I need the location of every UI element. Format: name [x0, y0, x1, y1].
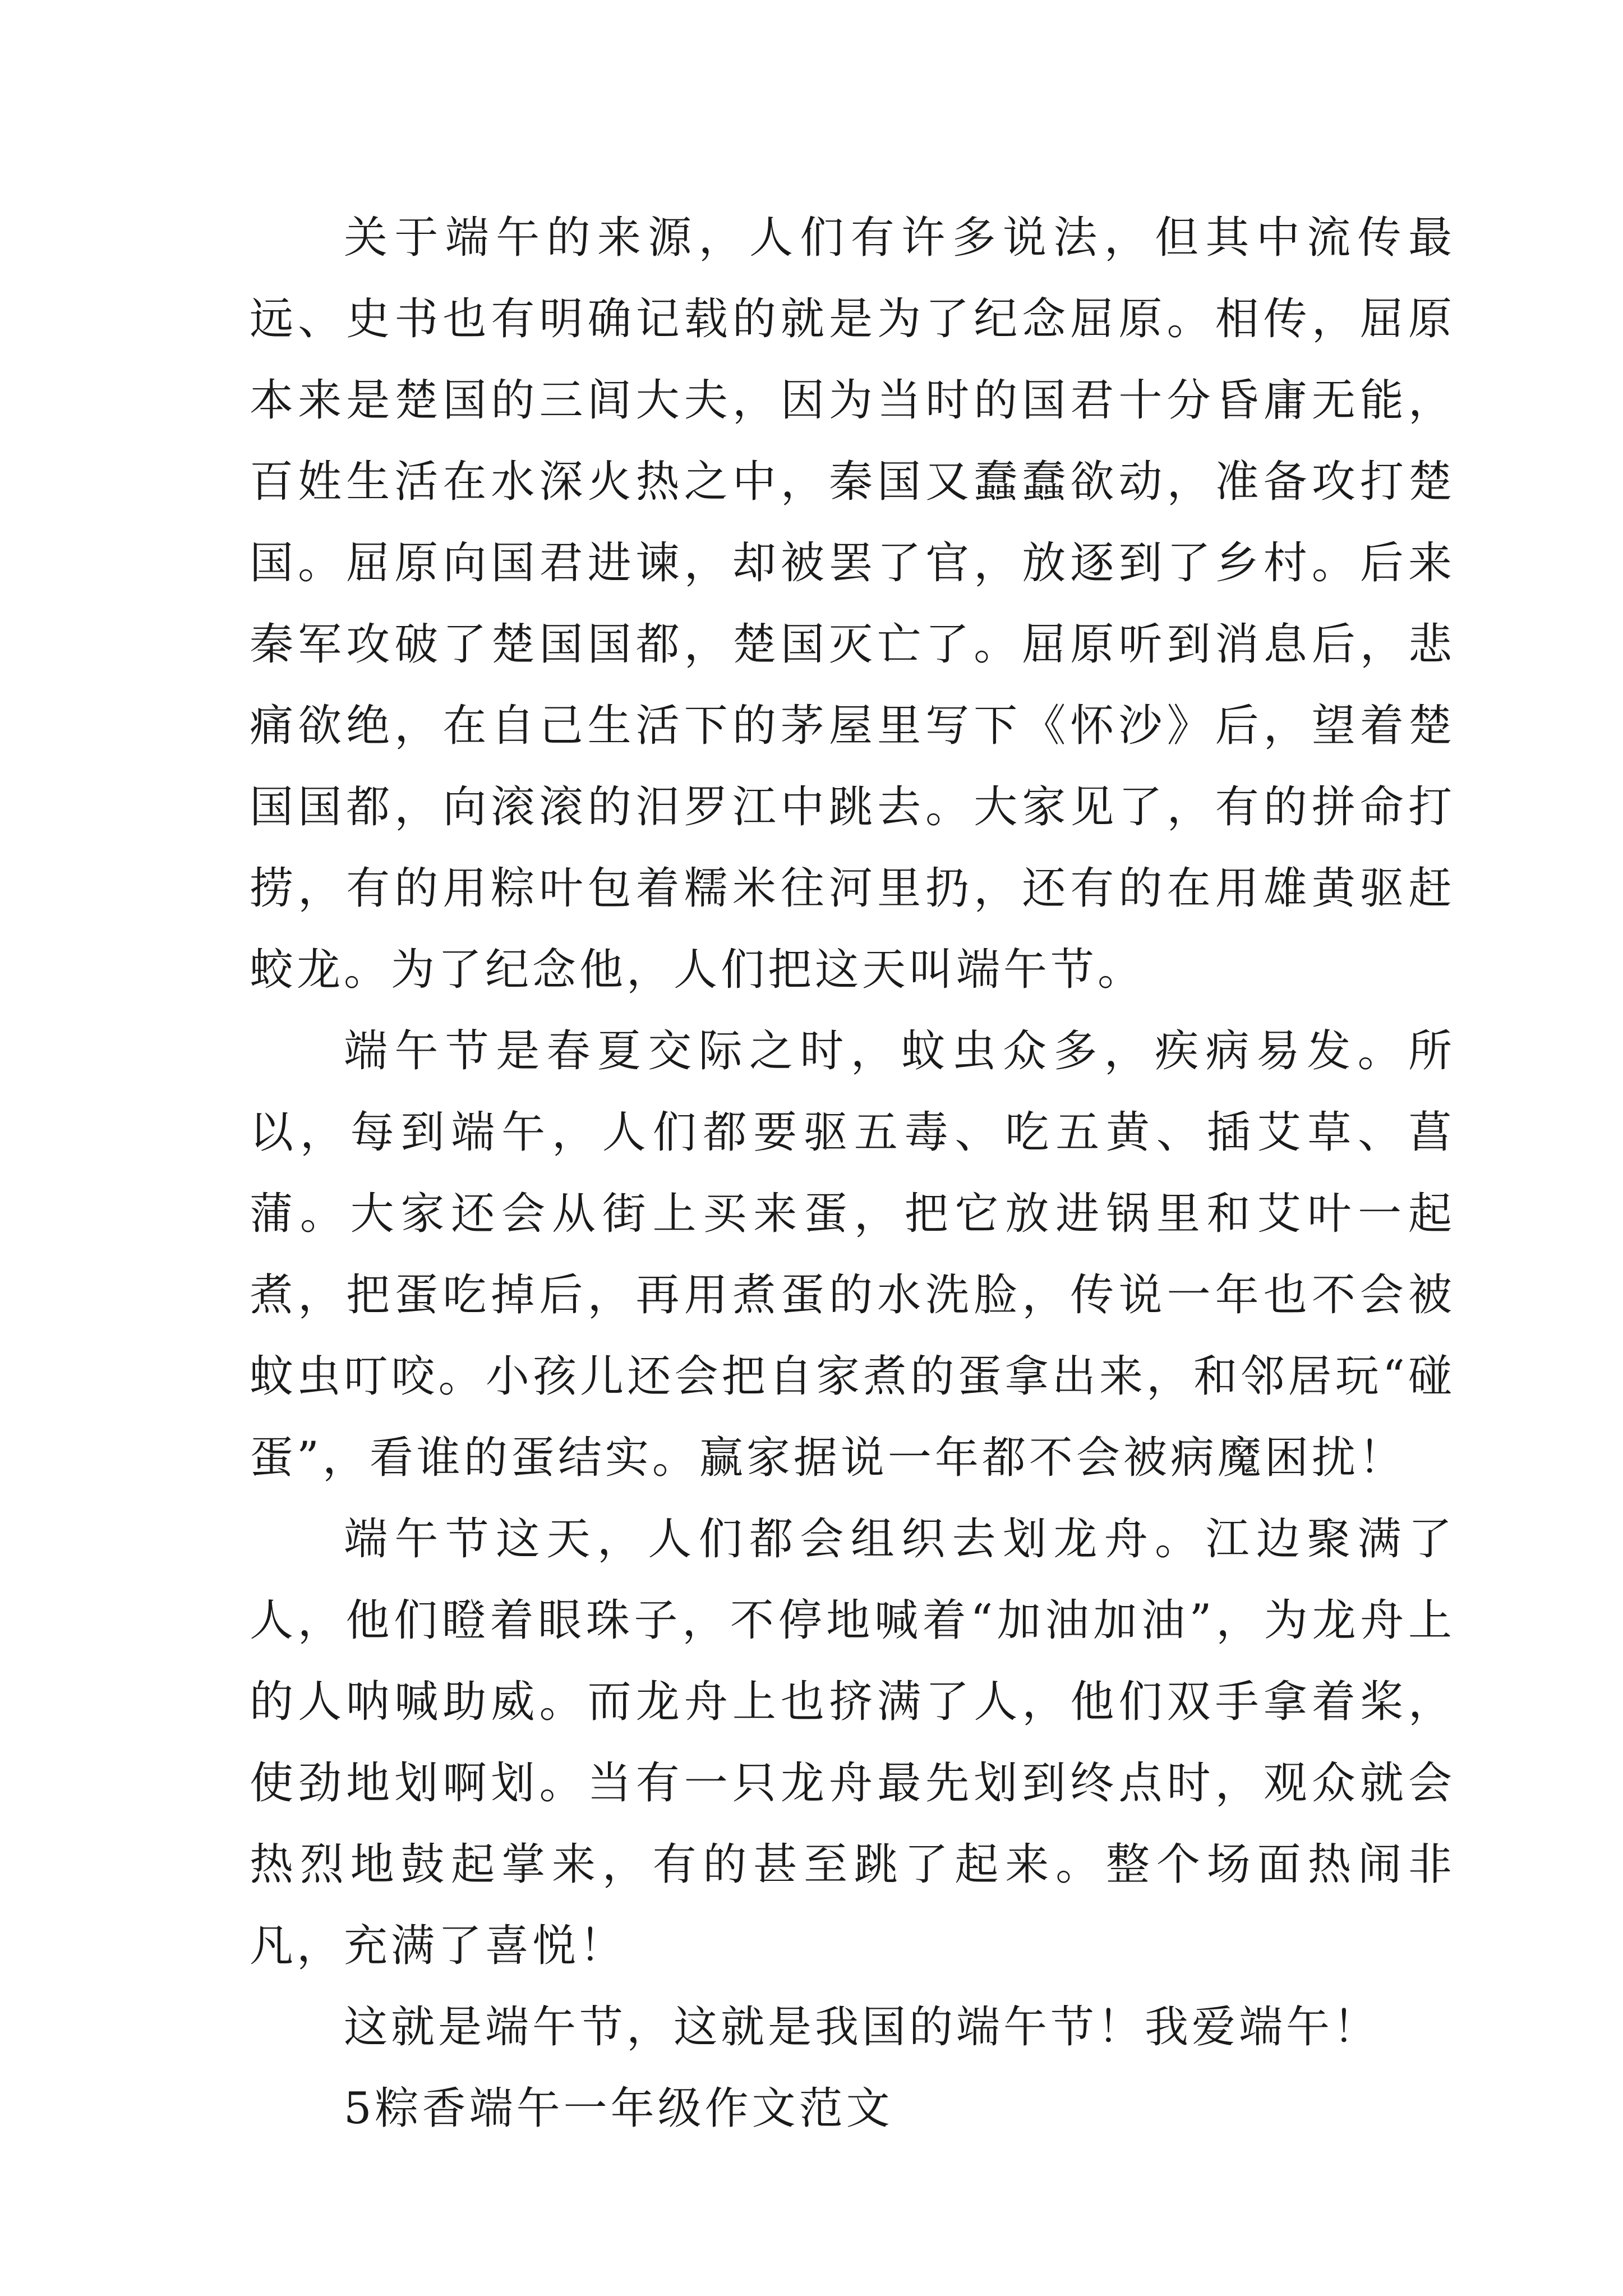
paragraph-customs: 端午节是春夏交际之时，蚊虫众多，疾病易发。所以，每到端午，人们都要驱五毒、吃五黄、插艾草、菖蒲。大家还会从街上买来蛋，把它放进锅里和艾叶一起煮，把蛋吃掉后，再用煮蛋的水洗脸，传说一年也不会被蚊虫叮咬。小孩儿还会把自家煮的蛋拿出来，和邻居玩“碰蛋”，看谁的蛋结实。赢家据说一年都不会被病魔困扰！	[250, 1026, 1455, 1483]
essay-body	[250, 197, 1455, 2150]
paragraph-conclusion: 这就是端午节，这就是我国的端午节！我爱端午！	[344, 2002, 1381, 2053]
paragraph-dragon-boat: 端午节这天，人们都会组织去划龙舟。江边聚满了人，他们瞪着眼珠子，不停地喊着“加油加油”，为龙舟上的人呐喊助威。而龙舟上也挤满了人，他们双手拿着桨，使劲地划啊划。当有一只龙舟最先划到终点时，观众就会热烈地鼓起掌来，有的甚至跳了起来。整个场面热闹非凡，充满了喜悦！	[250, 1514, 1455, 1971]
paragraph-origin: 关于端午的来源，人们有许多说法，但其中流传最远、史书也有明确记载的就是为了纪念屈原。相传，屈原本来是楚国的三闾大夫，因为当时的国君十分昏庸无能，百姓生活在水深火热之中，秦国又蠢蠢欲动，准备攻打楚国。屈原向国君进谏，却被罢了官，放逐到了乡村。后来秦军攻破了楚国国都，楚国灭亡了。屈原听到消息后，悲痛欲绝，在自己生活下的茅屋里写下《怀沙》后，望着楚国国都，向滚滚的汨罗江中跳去。大家见了，有的拼命打捞，有的用粽叶包着糯米往河里扔，还有的在用雄黄驱赶蛟龙。为了纪念他，人们把这天叫端午节。	[250, 213, 1455, 995]
next-essay-heading: 5粽香端午一年级作文范文	[344, 2083, 893, 2134]
